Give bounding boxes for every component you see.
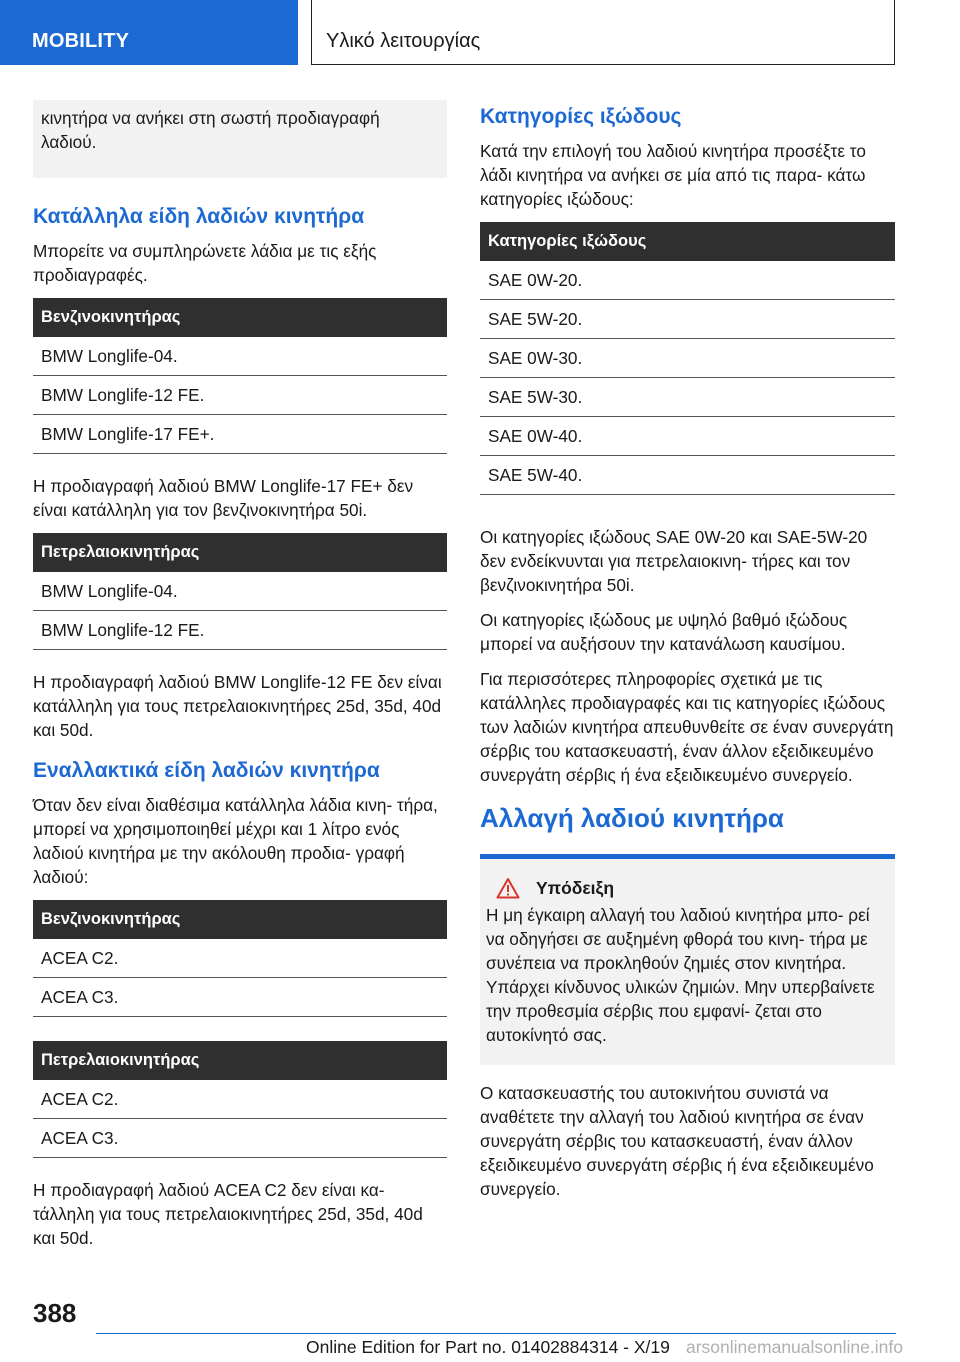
table-header: Βενζινοκινητήρας (33, 900, 447, 939)
document-title: Υλικό λειτουργίας (311, 0, 895, 65)
viscosity-table (480, 222, 895, 495)
table-row: BMW Longlife-12 FE. (33, 376, 447, 415)
left-column (33, 100, 447, 1261)
table-row: BMW Longlife-12 FE. (33, 611, 447, 650)
alt-diesel-table (33, 1041, 447, 1158)
table-row: ACEA C2. (33, 1080, 447, 1119)
table-header: Κατηγορίες ιξώδους (480, 222, 895, 261)
diesel-spec-table (33, 533, 447, 650)
footer-divider (96, 1333, 896, 1334)
diesel-note: Η προδιαγραφή λαδιού BMW Longlife-12 FE δεν είναι κατάλληλη για τους πετρελαιοκινητήρες 25d, 35d, 40d και 50d. (33, 672, 442, 740)
table-row: SAE 5W-30. (480, 378, 895, 417)
table-row: SAE 0W-40. (480, 417, 895, 456)
table-header: Πετρελαιοκινητήρας (33, 533, 447, 572)
table-row: SAE 5W-40. (480, 456, 895, 495)
viscosity-note-1: Οι κατηγορίες ιξώδους SAE 0W-20 και SAE-5W-20 δεν ενδείκνυνται για πετρελαιοκινη- τήρες και τον βενζινοκινητήρα 50i. (480, 527, 868, 595)
table-header: Πετρελαιοκινητήρας (33, 1041, 447, 1080)
suitable-oils-heading: Κατάλληλα είδη λαδιών κινητήρα (33, 205, 365, 228)
notice-title: Υπόδειξη (536, 877, 615, 898)
right-column (480, 100, 895, 1212)
edition-text: Online Edition for Part no. 01402884314 - X/19 (306, 1337, 670, 1357)
watermark: arsonlinemanualsonline.info (686, 1337, 903, 1357)
table-row: ACEA C2. (33, 939, 447, 978)
notice-text: Η μη έγκαιρη αλλαγή του λαδιού κινητήρα μπο- ρεί να οδηγήσει σε αυξημένη φθορά του κινη- τήρα με συνέπεια να προκληθούν ζημιές στον κινητήρα. Υπάρχει κίνδυνος υλικών ζημιών. Μην υπερβαίνετε την προθεσμία σέρβις που εμφανί- ζεται στο αυτοκίνητό σας. (486, 905, 875, 1045)
table-row: ACEA C3. (33, 1119, 447, 1158)
oil-change-heading: Αλλαγή λαδιού κινητήρα (480, 803, 784, 833)
alternative-oils-heading: Εναλλακτικά είδη λαδιών κινητήρα (33, 759, 380, 782)
table-row: ACEA C3. (33, 978, 447, 1017)
table-row: BMW Longlife-04. (33, 337, 447, 376)
notice-box (480, 854, 895, 1065)
section-tab[interactable]: MOBILITY (0, 0, 298, 65)
table-row: SAE 0W-20. (480, 261, 895, 300)
table-header: Βενζινοκινητήρας (33, 298, 447, 337)
alternative-oils-text: Όταν δεν είναι διαθέσιμα κατάλληλα λάδια κινη- τήρα, μπορεί να χρησιμοποιηθεί μέχρι και 1 λίτρο ενός λαδιού κινητήρα με την ακόλουθη προδια- γραφή λαδιού: (33, 795, 438, 887)
table-row: BMW Longlife-17 FE+. (33, 415, 447, 454)
page-number: 388 (33, 1298, 77, 1328)
table-row: BMW Longlife-04. (33, 572, 447, 611)
suitable-oils-text: Μπορείτε να συμπληρώνετε λάδια με τις εξής προδιαγραφές. (33, 241, 377, 285)
alt-note: Η προδιαγραφή λαδιού ACEA C2 δεν είναι κα- τάλληλη για τους πετρελαιοκινητήρες 25d, 35d, 40d και 50d. (33, 1180, 423, 1248)
intro-text: κινητήρα να ανήκει στη σωστή προδιαγραφή λαδιού. (41, 108, 380, 152)
viscosity-note-3: Για περισσότερες πληροφορίες σχετικά με τις κατάλληλες προδιαγραφές και τις κατηγορίες ιξώδους των λαδιών κινητήρα απευθυνθείτε σε έναν συνεργάτη σέρβις του κατασκευαστή, έναν άλλον εξειδικευμένο συνεργάτη σέρβις ή ένα εξειδικευμένο συνεργείο. (480, 669, 894, 785)
viscosity-heading: Κατηγορίες ιξώδους (480, 105, 682, 128)
viscosity-text: Κατά την επιλογή του λαδιού κινητήρα προσέξτε το λάδι κινητήρα να ανήκει σε μία από τις παρα- κάτω κατηγορίες ιξώδους: (480, 141, 866, 209)
petrol-spec-table (33, 298, 447, 454)
table-row: SAE 0W-30. (480, 339, 895, 378)
oil-change-text: Ο κατασκευαστής του αυτοκινήτου συνιστά να αναθέτετε την αλλαγή του λαδιού κινητήρα σε έναν συνεργάτη σέρβις του κατασκευαστή, έναν άλλον εξειδικευμένο συνεργάτη σέρβις ή ένα εξειδικευμένο συνεργείο. (480, 1083, 874, 1199)
warning-triangle-icon (496, 877, 520, 899)
continued-note-box (33, 100, 447, 178)
table-row: SAE 5W-20. (480, 300, 895, 339)
notice-header (486, 877, 885, 899)
petrol-note: Η προδιαγραφή λαδιού BMW Longlife-17 FE+ δεν είναι κατάλληλη για τον βενζινοκινητήρα 50i. (33, 476, 414, 520)
alt-petrol-table (33, 900, 447, 1017)
viscosity-note-2: Οι κατηγορίες ιξώδους με υψηλό βαθμό ιξώδους μπορεί να αυξήσουν την κατανάλωση καυσίμου. (480, 610, 848, 654)
